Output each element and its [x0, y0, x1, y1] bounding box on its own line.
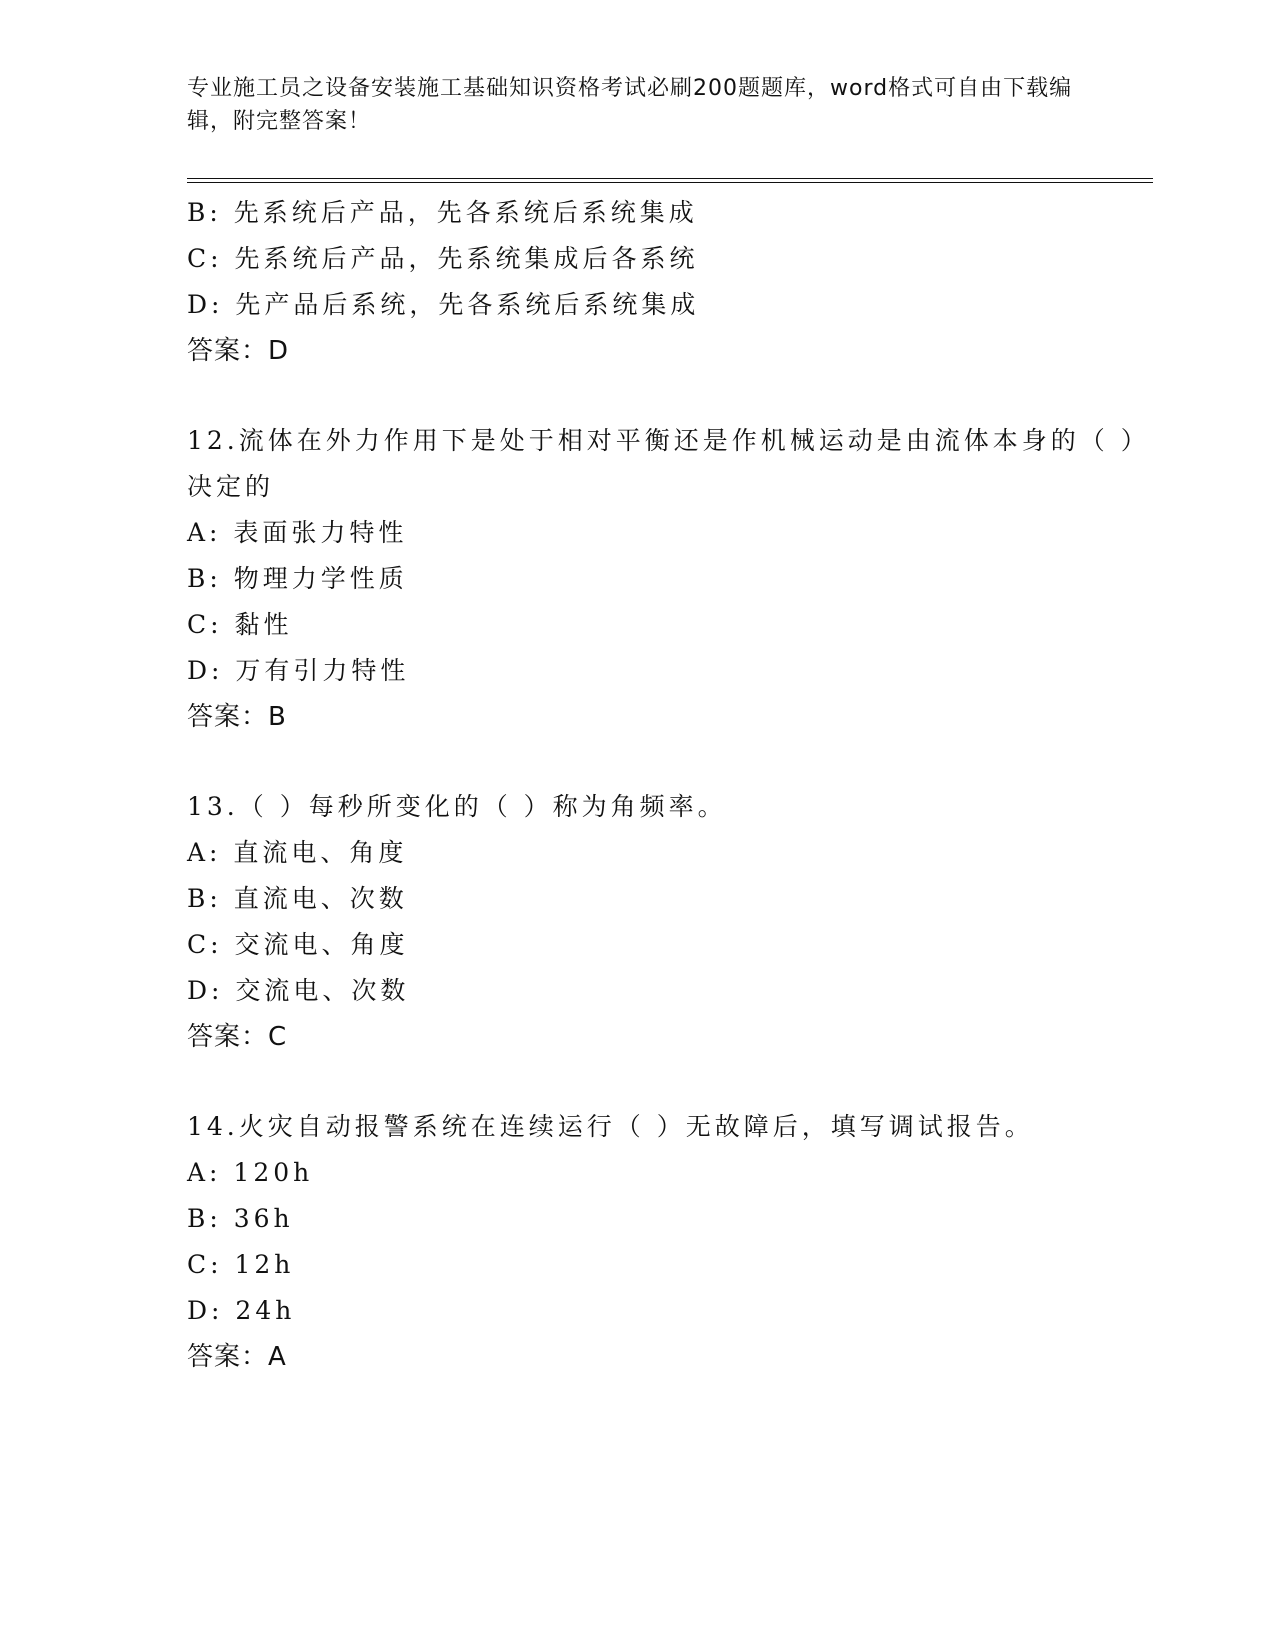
option-c: C: 先系统后产品，先系统集成后各系统: [187, 244, 699, 273]
option-d: D: 万有引力特性: [187, 656, 410, 685]
option-c: C: 黏性: [187, 610, 293, 639]
question-list: [187, 190, 1147, 1380]
prev-question: [187, 190, 1147, 374]
option-d: D: 先产品后系统，先各系统后系统集成: [187, 290, 700, 319]
answer-label: 答案：A: [187, 1342, 287, 1372]
answer-label: 答案：D: [187, 336, 290, 366]
question-13: [187, 784, 1147, 1060]
answer-label: 答案：B: [187, 702, 287, 732]
answer-label: 答案：C: [187, 1022, 288, 1052]
question-stem: 14.火灾自动报警系统在连续运行（ ）无故障后，填写调试报告。: [187, 1112, 1034, 1141]
option-a: A: 120h: [187, 1158, 314, 1187]
question-stem: 13.（ ）每秒所变化的（ ）称为角频率。: [187, 792, 727, 821]
option-a: A: 表面张力特性: [187, 518, 408, 547]
question-12: [187, 418, 1147, 740]
option-b: B: 先系统后产品，先各系统后系统集成: [187, 198, 698, 227]
option-b: B: 36h: [187, 1204, 294, 1233]
document-header: 专业施工员之设备安装施工基础知识资格考试必刷200题题库，word格式可自由下载编辑，附完整答案！: [187, 76, 1073, 134]
option-d: D: 24h: [187, 1296, 296, 1325]
question-14: [187, 1104, 1147, 1380]
option-b: B: 直流电、次数: [187, 884, 408, 913]
option-c: C: 交流电、角度: [187, 930, 409, 959]
option-d: D: 交流电、次数: [187, 976, 410, 1005]
header-divider: [187, 178, 1153, 183]
option-c: C: 12h: [187, 1250, 295, 1279]
option-a: A: 直流电、角度: [187, 838, 408, 867]
question-stem: 12.流体在外力作用下是处于相对平衡还是作机械运动是由流体本身的（ ）决定的: [187, 426, 1138, 501]
option-b: B: 物理力学性质: [187, 564, 408, 593]
